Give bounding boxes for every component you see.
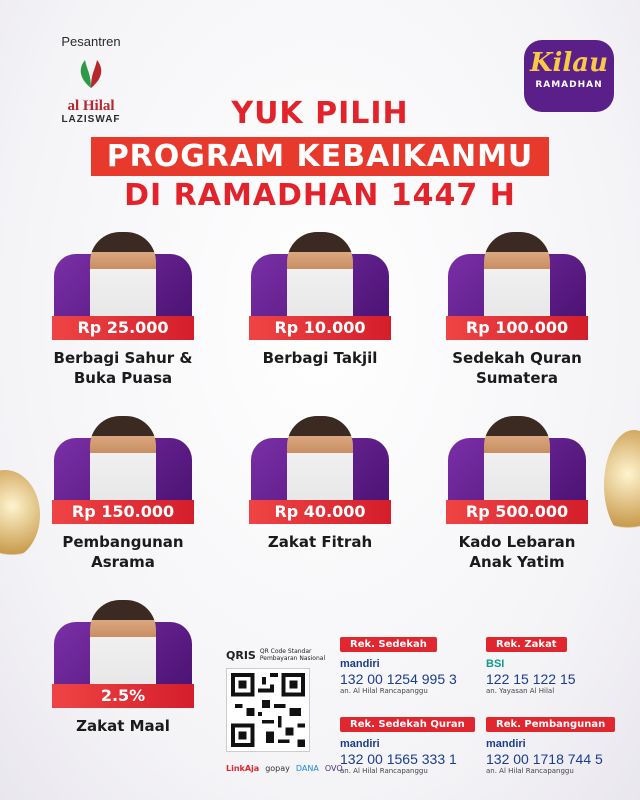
program-card[interactable] [48, 228, 198, 388]
headline-line-3: DI RAMADHAN 1447 H [124, 178, 516, 213]
bank-account-zakat[interactable] [486, 632, 576, 695]
bank-tag: Rek. Pembangunan [486, 717, 615, 732]
bank-account-owner: an. Yayasan Al Hilal [486, 687, 555, 695]
qris-block [226, 648, 343, 773]
qris-label: QRIS [226, 648, 256, 662]
org-name: al Hilal [67, 98, 115, 114]
campaign-logo-sub: RAMADHAN [535, 80, 603, 90]
bank-account-number[interactable]: 132 00 1718 744 5 [486, 751, 603, 767]
program-card[interactable] [442, 228, 592, 388]
program-title: Sedekah Quran Sumatera [452, 349, 582, 387]
program-title: Kado Lebaran Anak Yatim [458, 533, 576, 571]
program-title: Pembangunan Asrama [62, 533, 184, 571]
bank-name: mandiri [486, 738, 526, 750]
bank-account-number[interactable]: 132 00 1565 333 1 [340, 751, 457, 767]
program-photo [448, 438, 586, 508]
program-title: Zakat Fitrah [267, 533, 373, 551]
program-price: Rp 100.000 [446, 316, 588, 340]
wallet-ovo: OVO [324, 764, 343, 773]
bank-account-sedekah[interactable] [340, 632, 457, 695]
program-title: Berbagi Sahur & Buka Puasa [53, 349, 193, 387]
bank-tag: Rek. Sedekah Quran [340, 717, 475, 732]
bank-name: mandiri [340, 658, 380, 670]
program-title: Berbagi Takjil [262, 349, 378, 367]
qris-caption: QR Code Standar Pembayaran Nasional [259, 648, 326, 662]
bank-name: mandiri [340, 738, 380, 750]
program-price: Rp 40.000 [249, 500, 391, 524]
bank-account-sedekah-quran[interactable] [340, 712, 475, 775]
bank-name: BSI [486, 658, 505, 670]
program-card[interactable] [245, 412, 395, 552]
program-price: 2.5% [52, 684, 194, 708]
bank-tag: Rek. Sedekah [340, 637, 437, 652]
org-top-text: Pesantren [61, 34, 121, 49]
bank-account-number[interactable]: 132 00 1254 995 3 [340, 671, 457, 687]
wallet-linkaja: LinkAja [226, 764, 260, 773]
program-card[interactable] [48, 596, 198, 736]
bank-tag: Rek. Zakat [486, 637, 567, 652]
leaf-logo-icon [71, 52, 111, 92]
program-photo [448, 254, 586, 324]
program-card[interactable] [245, 228, 395, 368]
program-card[interactable] [442, 412, 592, 572]
program-title: Zakat Maal [76, 717, 170, 735]
bank-account-owner: an. Al Hilal Rancapanggu [340, 767, 428, 775]
program-photo [54, 438, 192, 508]
lantern-decoration-icon [0, 470, 40, 560]
program-price: Rp 150.000 [52, 500, 194, 524]
qr-code-icon[interactable] [226, 668, 310, 752]
bank-account-number[interactable]: 122 15 122 15 [486, 671, 576, 687]
wallet-list [226, 764, 343, 773]
headline [0, 96, 640, 213]
org-sub: LAZISWAF [61, 114, 121, 125]
bank-account-owner: an. Al Hilal Rancapanggu [340, 687, 428, 695]
headline-line-2: PROGRAM KEBAIKANMU [91, 137, 550, 176]
program-card[interactable] [48, 412, 198, 572]
lantern-decoration-icon [604, 430, 640, 540]
program-photo [54, 622, 192, 692]
program-price: Rp 500.000 [446, 500, 588, 524]
campaign-logo-text: Kilau [529, 48, 609, 78]
program-photo [54, 254, 192, 324]
program-photo [251, 254, 389, 324]
program-photo [251, 438, 389, 508]
bank-account-owner: an. Al Hilal Rancapanggu [486, 767, 574, 775]
wallet-dana: DANA [295, 764, 319, 773]
headline-line-1: YUK PILIH [231, 96, 409, 131]
bank-account-pembangunan[interactable] [486, 712, 615, 775]
program-price: Rp 10.000 [249, 316, 391, 340]
wallet-gopay: gopay [265, 764, 290, 773]
program-price: Rp 25.000 [52, 316, 194, 340]
